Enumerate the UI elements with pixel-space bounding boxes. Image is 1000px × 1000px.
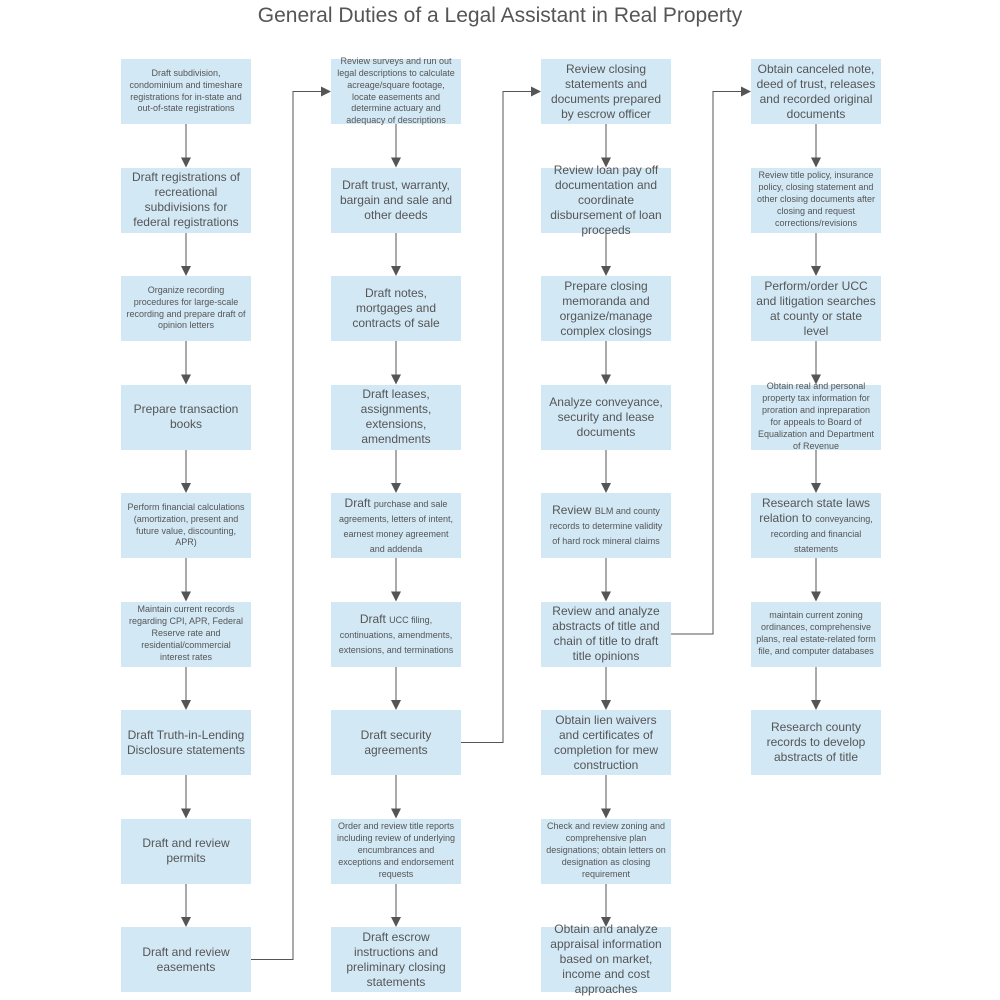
- process-box-label: Draft Truth-in-Lending Disclosure statements: [126, 727, 246, 757]
- process-box-2-6: [331, 602, 461, 667]
- process-box-1-3: [121, 276, 251, 341]
- process-box-label: Obtain and analyze appraisal information based on market, income and cost approaches: [550, 922, 662, 996]
- process-box-3-2: [541, 162, 671, 237]
- process-box-4-7: [751, 710, 881, 775]
- process-box-label: Prepare transaction books: [133, 402, 239, 431]
- process-box-label: maintain current zoning ordinances, comprehensive plans, real estate-related form file, and computer databases: [756, 610, 876, 656]
- process-box-label: Order and review title reports including review of underlying encumbrances and exceptions and endorsement requests: [336, 821, 456, 879]
- process-box-2-8: [331, 819, 461, 884]
- process-box-label: Draft notes, mortgages and contracts of sale: [352, 286, 440, 330]
- process-box-2-1: [331, 55, 461, 126]
- process-box-1-5: [121, 493, 251, 558]
- connector-col3-col4: [671, 92, 750, 635]
- process-box-2-7: [331, 710, 461, 775]
- process-box-3-8: [541, 819, 671, 884]
- process-box-label: Review BLM and county records to determine validity of hard rock mineral claims: [549, 503, 663, 546]
- process-box-label: Draft UCC filing, continuations, amendments, extensions, and terminations: [338, 611, 454, 655]
- connector-col2-col3: [461, 92, 540, 743]
- process-box-label: Draft escrow instructions and preliminary closing statements: [346, 929, 446, 989]
- process-box-label: Draft and review permits: [142, 836, 230, 865]
- diagram-title: General Duties of a Legal Assistant in Real Property: [257, 4, 743, 27]
- process-box-3-6: [541, 602, 671, 667]
- process-box-label: Draft trust, warranty, bargain and sale and other deeds: [339, 177, 453, 222]
- process-box-1-7: [121, 710, 251, 775]
- process-box-2-2: [331, 168, 461, 233]
- process-box-label: Perform financial calculations (amortization, present and future value, discounting, APR): [127, 501, 245, 548]
- process-box-label: Draft security agreements: [360, 727, 432, 757]
- process-box-2-4: [331, 385, 461, 450]
- process-box-label: Draft and review easements: [142, 944, 230, 974]
- process-box-label: Draft subdivision, condominium and timeshare registrations for in-state and out-of-state registrations: [129, 67, 243, 114]
- process-box-label: Obtain lien waivers and certificates of completion for mew construction: [553, 712, 659, 772]
- process-box-1-4: [121, 385, 251, 450]
- process-box-3-9: [541, 922, 671, 996]
- process-box-4-5: [751, 493, 881, 558]
- process-box-label: Review and analyze abstracts of title and chain of title to draft title opinions: [552, 604, 660, 663]
- process-box-3-7: [541, 710, 671, 775]
- process-box-1-6: [121, 602, 251, 667]
- process-box-1-9: [121, 927, 251, 992]
- process-box-4-2: [751, 168, 881, 233]
- process-box-1-8: [121, 819, 251, 884]
- process-box-label: Review title policy, insurance policy, closing statement and other closing documents after closing and request corrections/revisions: [756, 170, 876, 228]
- process-box-label: Review surveys and run out legal descriptions to calculate acreage/square footage, locate easements and determine actuary and adequacy of descriptions: [337, 55, 455, 126]
- connector-col1-col2: [251, 92, 330, 960]
- process-box-label: Organize recording procedures for large-scale recording and prepare draft of opinion letters: [126, 284, 246, 331]
- process-box-4-1: [751, 59, 881, 124]
- process-box-label: Maintain current records regarding CPI, APR, Federal Reserve rate and residential/commercial interest rates: [128, 604, 244, 662]
- process-box-label: Review closing statements and documents prepared by escrow officer: [550, 61, 662, 121]
- process-box-2-9: [331, 927, 461, 992]
- process-box-3-4: [541, 385, 671, 450]
- process-box-3-1: [541, 59, 671, 124]
- process-box-label: Check and review zoning and comprehensive plan designations; obtain letters on designation as closing requirement: [546, 821, 666, 879]
- process-box-label: Draft leases, assignments, extensions, amendments: [360, 387, 432, 446]
- process-box-label: Research state laws relation to conveyancing, recording and financial statements: [759, 495, 873, 554]
- process-box-label: Draft purchase and sale agreements, letters of intent, earnest money agreement and addenda: [338, 495, 454, 554]
- process-box-4-4: [751, 381, 881, 451]
- process-box-label: Research county records to develop abstracts of title: [766, 720, 866, 764]
- process-box-3-3: [541, 276, 671, 341]
- process-box-1-2: [121, 168, 251, 233]
- process-box-4-3: [751, 276, 881, 341]
- process-box-label: Review loan pay off documentation and coordinate disbursement of loan proceeds: [550, 162, 662, 237]
- process-box-4-6: [751, 602, 881, 667]
- process-box-1-1: [121, 59, 251, 124]
- process-box-2-3: [331, 276, 461, 341]
- process-box-label: Draft registrations of recreational subdivisions for federal registrations: [131, 170, 241, 229]
- process-box-2-5: [331, 493, 461, 558]
- process-box-label: Analyze conveyance, security and lease documents: [549, 394, 663, 439]
- process-box-3-5: [541, 493, 671, 558]
- process-box-label: Obtain real and personal property tax information for proration and inpreparation for appeals to Board of Equalization and Department of Revenue: [757, 381, 875, 451]
- process-box-label: Perform/order UCC and litigation searches at county or state level: [756, 278, 876, 338]
- process-box-label: Obtain canceled note, deed of trust, releases and recorded original documents: [756, 61, 876, 121]
- process-box-label: Prepare closing memoranda and organize/manage complex closings: [559, 278, 653, 338]
